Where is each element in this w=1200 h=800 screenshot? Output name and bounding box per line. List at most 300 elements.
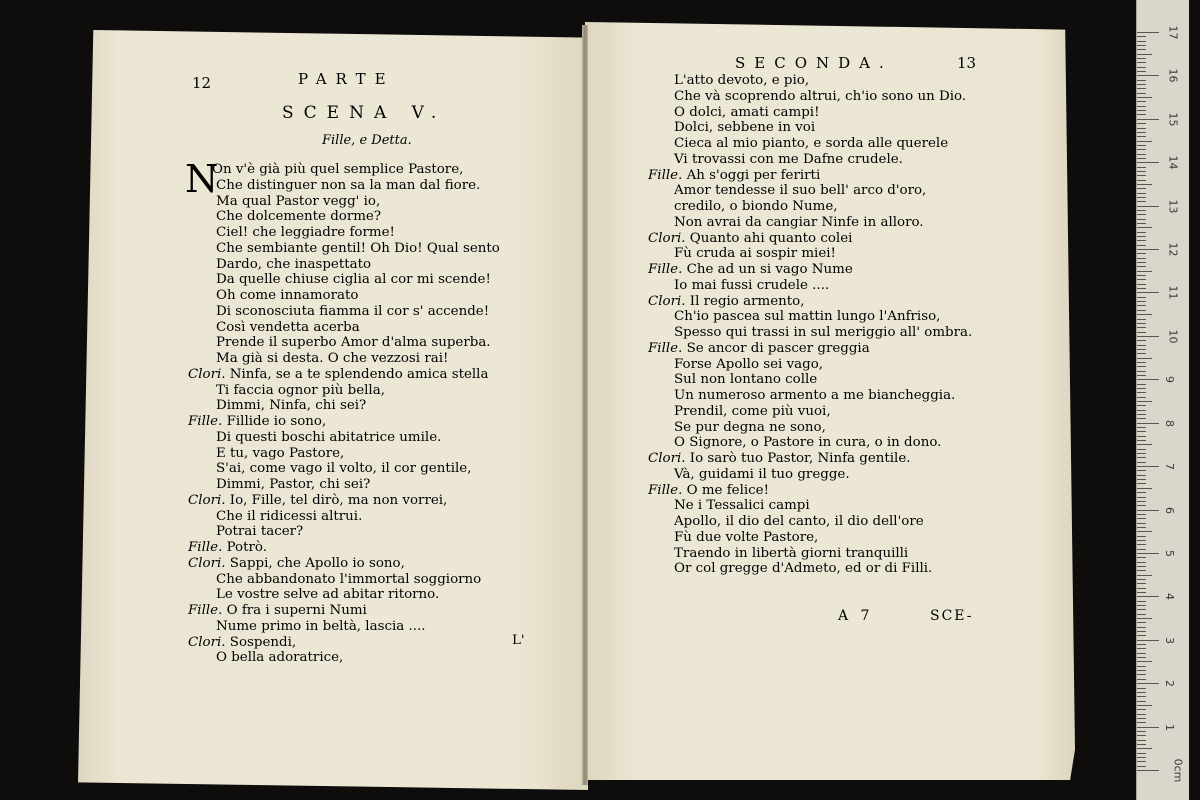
verse-text: Se pur degna ne sono, (674, 419, 826, 435)
verse-line (674, 120, 815, 136)
scene-title: SCENA V. (282, 103, 447, 123)
verse-line (188, 367, 488, 383)
verse-line (674, 498, 810, 514)
ruler-tick (1137, 583, 1146, 584)
ruler-tick (1137, 41, 1146, 42)
ruler-tick (1137, 635, 1146, 636)
verse-line (216, 320, 360, 336)
verse-line (216, 351, 448, 367)
ruler-tick (1137, 709, 1146, 710)
verse-text: Ninfa, se a te splendendo amica stella (229, 366, 489, 382)
right-catchword: SCE- (930, 608, 974, 624)
ruler-label: 12 (1166, 242, 1180, 257)
ruler-tick (1137, 75, 1159, 76)
ruler-tick (1137, 579, 1146, 580)
verse-line (216, 461, 472, 477)
ruler-tick (1137, 536, 1146, 537)
ruler-tick (1137, 266, 1146, 267)
verse-text: Quanto ahi quanto colei (689, 230, 853, 246)
scene-characters: Fille, e Detta. (322, 133, 412, 148)
left-running-header: PARTE (298, 70, 395, 88)
ruler-tick (1137, 375, 1146, 376)
ruler-tick (1137, 727, 1159, 728)
speaker-name: Clori. (648, 293, 686, 309)
ruler-tick (1137, 319, 1146, 320)
drop-cap: N (185, 157, 219, 201)
verse-text: Dimmi, Ninfa, chi sei? (216, 398, 367, 414)
verse-line (674, 73, 809, 89)
speaker-name: Clori. (188, 555, 226, 571)
ruler-tick (1137, 149, 1146, 150)
verse-text: Potrò. (226, 540, 267, 555)
verse-text: Le vostre selve ad abitar ritorno. (216, 587, 440, 603)
verse-line (216, 446, 344, 462)
ruler-tick (1137, 292, 1159, 293)
verse-text: Ma qual Pastor vegg' io, (216, 193, 381, 209)
ruler-tick (1137, 453, 1146, 454)
measuring-ruler (1136, 0, 1189, 800)
verse-text: Forse Apollo sei vago, (674, 356, 824, 372)
verse-line (674, 152, 903, 168)
ruler-tick (1137, 679, 1146, 680)
ruler-tick (1137, 770, 1159, 771)
verse-text: O dolci, amati campi! (674, 104, 820, 120)
ruler-tick (1137, 184, 1152, 185)
signature-mark: A 7 (838, 608, 874, 624)
verse-text: Sappi, che Apollo io sono, (229, 555, 405, 571)
ruler-tick (1137, 557, 1146, 558)
ruler-tick (1137, 262, 1146, 263)
verse-text: Che dolcemente dorme? (216, 209, 382, 225)
ruler-label: 6 (1163, 506, 1176, 514)
ruler-tick (1137, 661, 1152, 662)
ruler-tick (1137, 49, 1146, 50)
ruler-tick (1137, 514, 1146, 515)
verse-line (674, 435, 941, 451)
ruler-tick (1137, 245, 1146, 246)
ruler-tick (1137, 670, 1146, 671)
ruler-label: 0cm (1171, 758, 1185, 783)
verse-line (648, 262, 853, 278)
ruler-tick (1137, 114, 1146, 115)
ruler-tick (1137, 36, 1146, 37)
verse-line (674, 514, 924, 530)
right-page-number: 13 (957, 54, 977, 72)
ruler-tick (1137, 180, 1146, 181)
verse-text: Và, guidami il tuo gregge. (674, 466, 850, 482)
ruler-tick (1137, 483, 1146, 484)
ruler-tick (1137, 457, 1146, 458)
ruler-tick (1137, 731, 1146, 732)
ruler-tick (1137, 371, 1146, 372)
verse-text: Che ad un si vago Nume (686, 262, 853, 277)
ruler-tick (1137, 323, 1146, 324)
ruler-tick (1137, 58, 1146, 59)
ruler-tick (1137, 497, 1146, 498)
ruler-tick (1137, 284, 1146, 285)
verse-text: Io, Fille, tel dirò, ma non vorrei, (229, 492, 448, 508)
ruler-tick (1137, 523, 1146, 524)
verse-text: Fù due volte Pastore, (674, 529, 819, 545)
ruler-tick (1137, 232, 1146, 233)
verse-text: Che distinguer non sa la man dal fiore. (216, 177, 481, 193)
speaker-name: Fille. (648, 482, 683, 498)
ruler-tick (1137, 714, 1146, 715)
verse-text: Ti faccia ognor più bella, (216, 382, 385, 398)
ruler-tick (1137, 674, 1146, 675)
verse-line (674, 246, 836, 262)
ruler-tick (1137, 67, 1146, 68)
ruler-tick (1137, 301, 1146, 302)
ruler-tick (1137, 158, 1146, 159)
ruler-tick (1137, 544, 1146, 545)
verse-text: Ne i Tessalici campi (674, 498, 810, 514)
ruler-tick (1137, 162, 1159, 163)
ruler-tick (1137, 106, 1146, 107)
ruler-tick (1137, 766, 1146, 767)
verse-text: Che sembiante gentil! Oh Dio! Qual sento (216, 240, 500, 256)
ruler-tick (1137, 297, 1146, 298)
verse-line (648, 341, 870, 357)
ruler-tick (1137, 722, 1146, 723)
verse-text: credilo, o biondo Nume, (674, 199, 838, 214)
left-catchword: L' (512, 633, 525, 648)
ruler-tick (1137, 32, 1159, 33)
verse-text: Sospendi, (229, 634, 297, 650)
ruler-tick (1137, 392, 1146, 393)
ruler-tick (1137, 401, 1152, 402)
speaker-name: Clori. (648, 230, 686, 246)
verse-line (648, 451, 911, 467)
verse-text: Traendo in libertà giorni tranquilli (674, 545, 909, 561)
ruler-tick (1137, 501, 1146, 502)
ruler-tick (1137, 101, 1146, 102)
speaker-name: Clori. (648, 451, 686, 466)
ruler-tick (1137, 405, 1146, 406)
verse-line (216, 587, 439, 603)
verse-text: Ch'io pascea sul mattin lungo l'Anfriso, (674, 309, 941, 325)
verse-text: Spesso qui trassi in sul meriggio all' ombra. (674, 325, 973, 340)
ruler-label: 15 (1166, 112, 1180, 127)
speaker-name: Fille. (188, 414, 223, 429)
verse-text: Or col gregge d'Admeto, ed or di Filli. (674, 561, 933, 577)
verse-line (188, 603, 367, 619)
ruler-tick (1137, 332, 1146, 333)
verse-line (216, 194, 380, 210)
ruler-tick (1137, 249, 1159, 250)
verse-text: S'ai, come vago il volto, il cor gentile, (216, 461, 472, 477)
verse-text: E tu, vago Pastore, (216, 445, 345, 461)
ruler-tick (1137, 618, 1152, 619)
verse-line (188, 556, 405, 572)
ruler-tick (1137, 349, 1146, 350)
verse-line (674, 199, 838, 215)
ruler-tick (1137, 757, 1146, 758)
verse-line (674, 325, 972, 341)
ruler-tick (1137, 470, 1146, 471)
verse-line (648, 231, 852, 247)
verse-line (216, 335, 491, 351)
ruler-tick (1137, 275, 1146, 276)
ruler-tick (1137, 701, 1146, 702)
ruler-tick (1137, 97, 1152, 98)
ruler-tick (1137, 54, 1152, 55)
ruler-tick (1137, 253, 1146, 254)
ruler-tick (1137, 436, 1146, 437)
ruler-label: 17 (1166, 25, 1180, 40)
ruler-label: 2 (1163, 680, 1176, 688)
ruler-tick (1137, 384, 1146, 385)
verse-line (216, 619, 426, 635)
ruler-label: 1 (1163, 723, 1176, 731)
ruler-tick (1137, 119, 1159, 120)
verse-line (674, 388, 955, 404)
ruler-tick (1137, 631, 1146, 632)
right-running-header: SECONDA. (735, 54, 893, 72)
verse-text: Ciel! che leggiadre forme! (216, 225, 395, 240)
ruler-tick (1137, 748, 1152, 749)
verse-text: O fra i superni Numi (226, 603, 367, 618)
ruler-tick (1137, 627, 1146, 628)
ruler-tick (1137, 462, 1146, 463)
verse-text: Apollo, il dio del canto, il dio dell'ore (674, 514, 924, 529)
ruler-tick (1137, 666, 1146, 667)
ruler-tick (1137, 128, 1146, 129)
speaker-name: Fille. (188, 603, 223, 618)
ruler-tick (1137, 314, 1152, 315)
verse-text: Oh come innamorato (216, 288, 359, 303)
verse-line (216, 225, 395, 241)
speaker-name: Clori. (188, 634, 226, 650)
ruler-tick (1137, 431, 1146, 432)
ruler-tick (1137, 141, 1152, 142)
verse-text: O Signore, o Pastore in cura, o in dono. (674, 435, 942, 451)
ruler-tick (1137, 206, 1159, 207)
ruler-tick (1137, 353, 1146, 354)
verse-text: Da quelle chiuse ciglia al cor mi scende! (216, 272, 491, 288)
verse-line (216, 288, 358, 304)
ruler-tick (1137, 210, 1146, 211)
ruler-tick (1137, 688, 1146, 689)
ruler-tick (1137, 570, 1146, 571)
ruler-tick (1137, 271, 1152, 272)
ruler-tick (1137, 449, 1146, 450)
verse-text: Sul non lontano colle (674, 372, 818, 388)
verse-text: Nume primo in beltà, lascia .... (216, 618, 426, 634)
verse-line (216, 398, 366, 414)
verse-line (216, 178, 480, 194)
verse-line (216, 650, 343, 666)
verse-line (216, 257, 371, 273)
ruler-tick (1137, 214, 1146, 215)
ruler-tick (1137, 614, 1146, 615)
ruler-label: 16 (1166, 68, 1180, 83)
ruler-tick (1137, 362, 1146, 363)
verse-line (674, 105, 819, 121)
verse-line (216, 304, 489, 320)
verse-line (216, 430, 441, 446)
verse-text: Potrai tacer? (216, 524, 304, 540)
ruler-tick (1137, 45, 1146, 46)
ruler-label: 10 (1166, 329, 1180, 344)
ruler-tick (1137, 345, 1146, 346)
ruler-tick (1137, 154, 1146, 155)
ruler-tick (1137, 123, 1146, 124)
verse-line (188, 493, 447, 509)
ruler-tick (1137, 575, 1152, 576)
ruler-tick (1137, 692, 1146, 693)
ruler-tick (1137, 566, 1146, 567)
ruler-label: 14 (1166, 155, 1180, 170)
verse-text: Fù cruda ai sospir miei! (674, 246, 836, 262)
verse-line (674, 89, 966, 105)
ruler-tick (1137, 609, 1146, 610)
verse-line (188, 540, 267, 556)
ruler-tick (1137, 444, 1152, 445)
ruler-tick (1137, 761, 1146, 762)
verse-line (216, 524, 303, 540)
verse-text: Il regio armento, (689, 293, 805, 309)
verse-text: Così vendetta acerba (216, 319, 360, 335)
verse-line (674, 357, 823, 373)
ruler-tick (1137, 475, 1146, 476)
speaker-name: Clori. (188, 492, 226, 508)
ruler-tick (1137, 683, 1159, 684)
ruler-tick (1137, 735, 1146, 736)
ruler-tick (1137, 84, 1146, 85)
ruler-tick (1137, 340, 1146, 341)
ruler-tick (1137, 410, 1146, 411)
ruler-tick (1137, 705, 1152, 706)
verse-line (188, 414, 326, 430)
verse-line (674, 372, 817, 388)
verse-line (674, 561, 932, 577)
verse-text: Che và scoprendo altrui, ch'io sono un Dio. (674, 88, 967, 104)
verse-line (674, 136, 948, 152)
ruler-tick (1137, 219, 1146, 220)
verse-line (674, 309, 940, 325)
ruler-tick (1137, 258, 1146, 259)
ruler-tick (1137, 440, 1146, 441)
ruler-tick (1137, 653, 1146, 654)
verse-text: O bella adoratrice, (216, 650, 344, 666)
ruler-tick (1137, 592, 1146, 593)
ruler-tick (1137, 657, 1146, 658)
verse-text: Amor tendesse il suo bell' arco d'oro, (674, 183, 927, 199)
ruler-tick (1137, 327, 1146, 328)
ruler-tick (1137, 88, 1146, 89)
verse-line (216, 509, 362, 525)
ruler-label: 4 (1163, 593, 1176, 601)
verse-text: Ah s'oggi per ferirti (686, 167, 821, 183)
ruler-label: 13 (1166, 199, 1180, 214)
verse-text: Io sarò tuo Pastor, Ninfa gentile. (689, 451, 911, 466)
verse-line (216, 241, 500, 257)
verse-text: Non avrai da cangiar Ninfe in alloro. (674, 214, 924, 230)
ruler-tick (1137, 171, 1146, 172)
speaker-name: Fille. (648, 262, 683, 277)
ruler-tick (1137, 605, 1146, 606)
speaker-name: Fille. (648, 167, 683, 183)
ruler-tick (1137, 305, 1146, 306)
ruler-tick (1137, 62, 1146, 63)
verse-line (216, 209, 381, 225)
ruler-tick (1137, 71, 1146, 72)
verse-line (648, 168, 820, 184)
verse-text: L'atto devoto, e pio, (674, 73, 810, 88)
ruler-tick (1137, 540, 1146, 541)
ruler-label: 7 (1163, 463, 1176, 471)
ruler-tick (1137, 596, 1159, 597)
ruler-tick (1137, 167, 1146, 168)
ruler-tick (1137, 553, 1159, 554)
ruler-tick (1137, 132, 1146, 133)
ruler-tick (1137, 358, 1152, 359)
verse-line (216, 383, 385, 399)
verse-text: Cieca al mio pianto, e sorda alle querele (674, 136, 949, 151)
verse-text: Prendil, come più vuoi, (674, 403, 831, 419)
verse-text: Di questi boschi abitatrice umile. (216, 429, 442, 445)
ruler-tick (1137, 336, 1159, 337)
verse-line (216, 272, 491, 288)
ruler-tick (1137, 549, 1146, 550)
ruler-tick (1137, 80, 1146, 81)
ruler-label: 11 (1166, 285, 1180, 300)
ruler-tick (1137, 110, 1146, 111)
ruler-tick (1137, 227, 1152, 228)
speaker-name: Fille. (188, 540, 223, 555)
verse-text: O me felice! (686, 482, 769, 498)
ruler-tick (1137, 466, 1159, 467)
verse-text: Dolci, sebbene in voi (674, 120, 816, 136)
verse-line (674, 278, 829, 294)
ruler-tick (1137, 492, 1146, 493)
verse-text: Prende il superbo Amor d'alma superba. (216, 335, 491, 351)
ruler-tick (1137, 175, 1146, 176)
ruler-tick (1137, 201, 1146, 202)
ruler-tick (1137, 518, 1146, 519)
ruler-tick (1137, 366, 1146, 367)
verse-line (674, 420, 826, 436)
speaker-name: Clori. (188, 366, 226, 382)
ruler-tick (1137, 696, 1146, 697)
ruler-tick (1137, 479, 1146, 480)
ruler-tick (1137, 397, 1146, 398)
ruler-tick (1137, 223, 1146, 224)
verse-text: Che il ridicessi altrui. (216, 508, 363, 524)
ruler-tick (1137, 240, 1146, 241)
ruler-tick (1137, 414, 1146, 415)
verse-line (674, 183, 926, 199)
ruler-tick (1137, 197, 1146, 198)
book-gutter (582, 25, 588, 785)
verse-text: Fillide io sono, (226, 414, 327, 429)
ruler-tick (1137, 527, 1146, 528)
verse-line (674, 530, 818, 546)
ruler-tick (1137, 136, 1146, 137)
verse-line (648, 483, 769, 499)
ruler-tick (1137, 588, 1146, 589)
ruler-tick (1137, 505, 1146, 506)
ruler-tick (1137, 279, 1146, 280)
ruler-tick (1137, 288, 1146, 289)
verse-line (674, 467, 850, 483)
ruler-label: 5 (1163, 549, 1176, 557)
verse-line (212, 162, 463, 178)
ruler-tick (1137, 188, 1146, 189)
ruler-tick (1137, 193, 1146, 194)
verse-text: Vi trovassi con me Dafne crudele. (674, 151, 903, 167)
